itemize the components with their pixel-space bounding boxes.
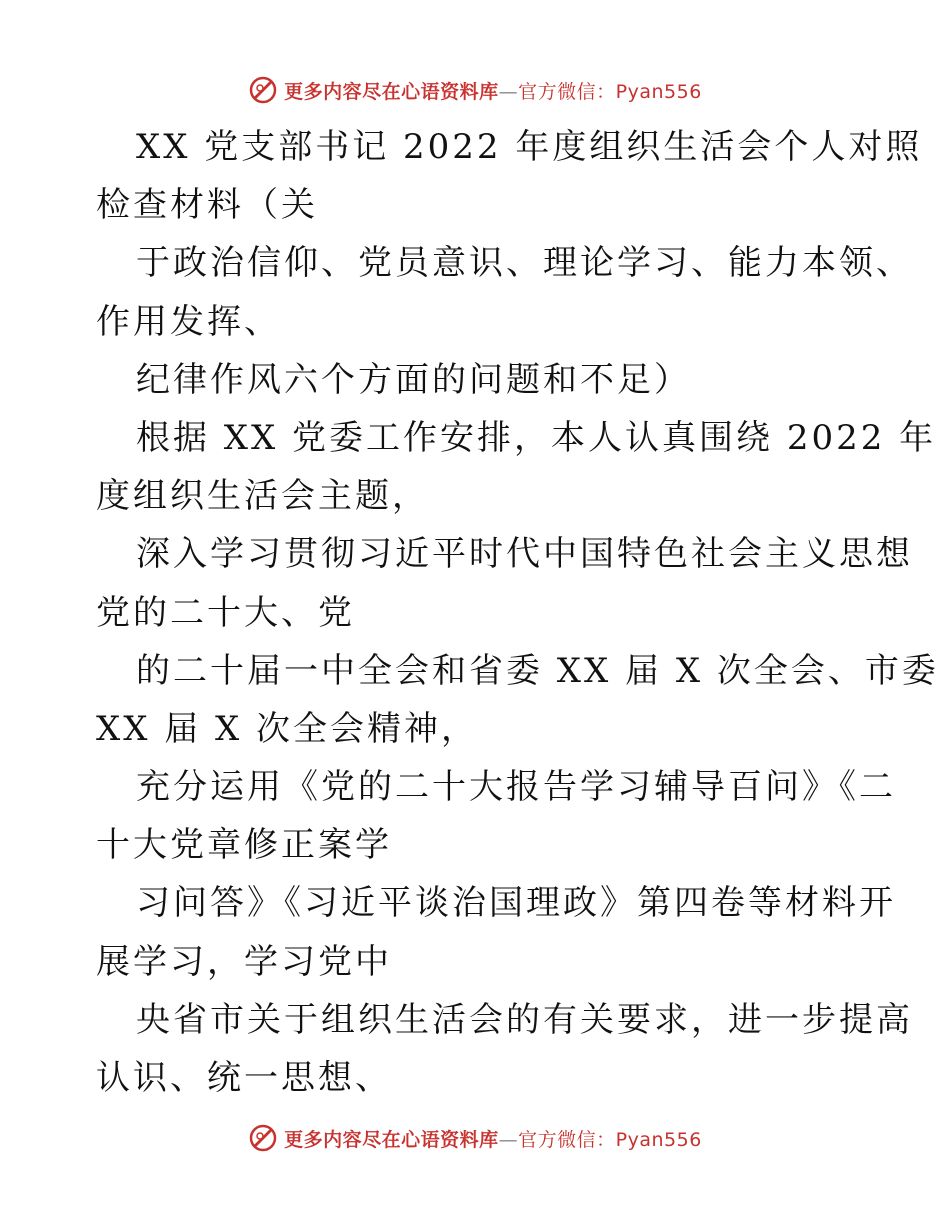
banner-text <box>284 1125 702 1152</box>
text-line: 的二十届一中全会和省委 XX 届 X 次全会、市委 <box>136 650 939 691</box>
logo-icon <box>248 1123 278 1153</box>
text-line: 展学习，学习党中 <box>96 941 392 982</box>
text-line: 根据 XX 党委工作安排，本人认真围绕 2022 年 <box>136 417 937 458</box>
text-line: 央省市关于组织生活会的有关要求，进一步提高 <box>136 999 913 1040</box>
text-line: 作用发挥、 <box>96 301 281 342</box>
banner-text <box>284 77 702 104</box>
banner-strong-text: 更多内容尽在心语资料库 <box>284 80 499 103</box>
footer-banner <box>0 1118 950 1158</box>
banner-plain-text: 官方微信：Pyan556 <box>518 1128 702 1151</box>
text-line: 度组织生活会主题， <box>96 476 429 517</box>
text-line: 深入学习贯彻习近平时代中国特色社会主义思想 <box>136 534 913 575</box>
document-body <box>96 118 939 1107</box>
text-line: 认识、统一思想、 <box>96 1058 392 1098</box>
text-line: 十大党章修正案学 <box>96 825 392 866</box>
logo-icon <box>248 75 278 105</box>
text-line: XX 党支部书记 2022 年度组织生活会个人对照 <box>136 127 923 167</box>
banner-strong-text: 更多内容尽在心语资料库 <box>284 1128 499 1151</box>
text-line: 党的二十大、党 <box>96 592 355 633</box>
text-line: 纪律作风六个方面的问题和不足） <box>136 359 691 400</box>
banner-separator: — <box>498 1128 519 1151</box>
banner-plain-text: 官方微信：Pyan556 <box>518 80 702 103</box>
header-banner <box>0 70 950 110</box>
banner-separator: — <box>498 80 519 103</box>
text-line: 充分运用《党的二十大报告学习辅导百问》《二 <box>136 767 896 808</box>
text-line: XX 届 X 次全会精神， <box>96 708 479 749</box>
text-line: 检查材料（关 <box>96 185 318 226</box>
text-line: 习问答》《习近平谈治国理政》第四卷等材料开 <box>136 883 896 924</box>
text-line: 于政治信仰、党员意识、理论学习、能力本领、 <box>136 243 913 284</box>
